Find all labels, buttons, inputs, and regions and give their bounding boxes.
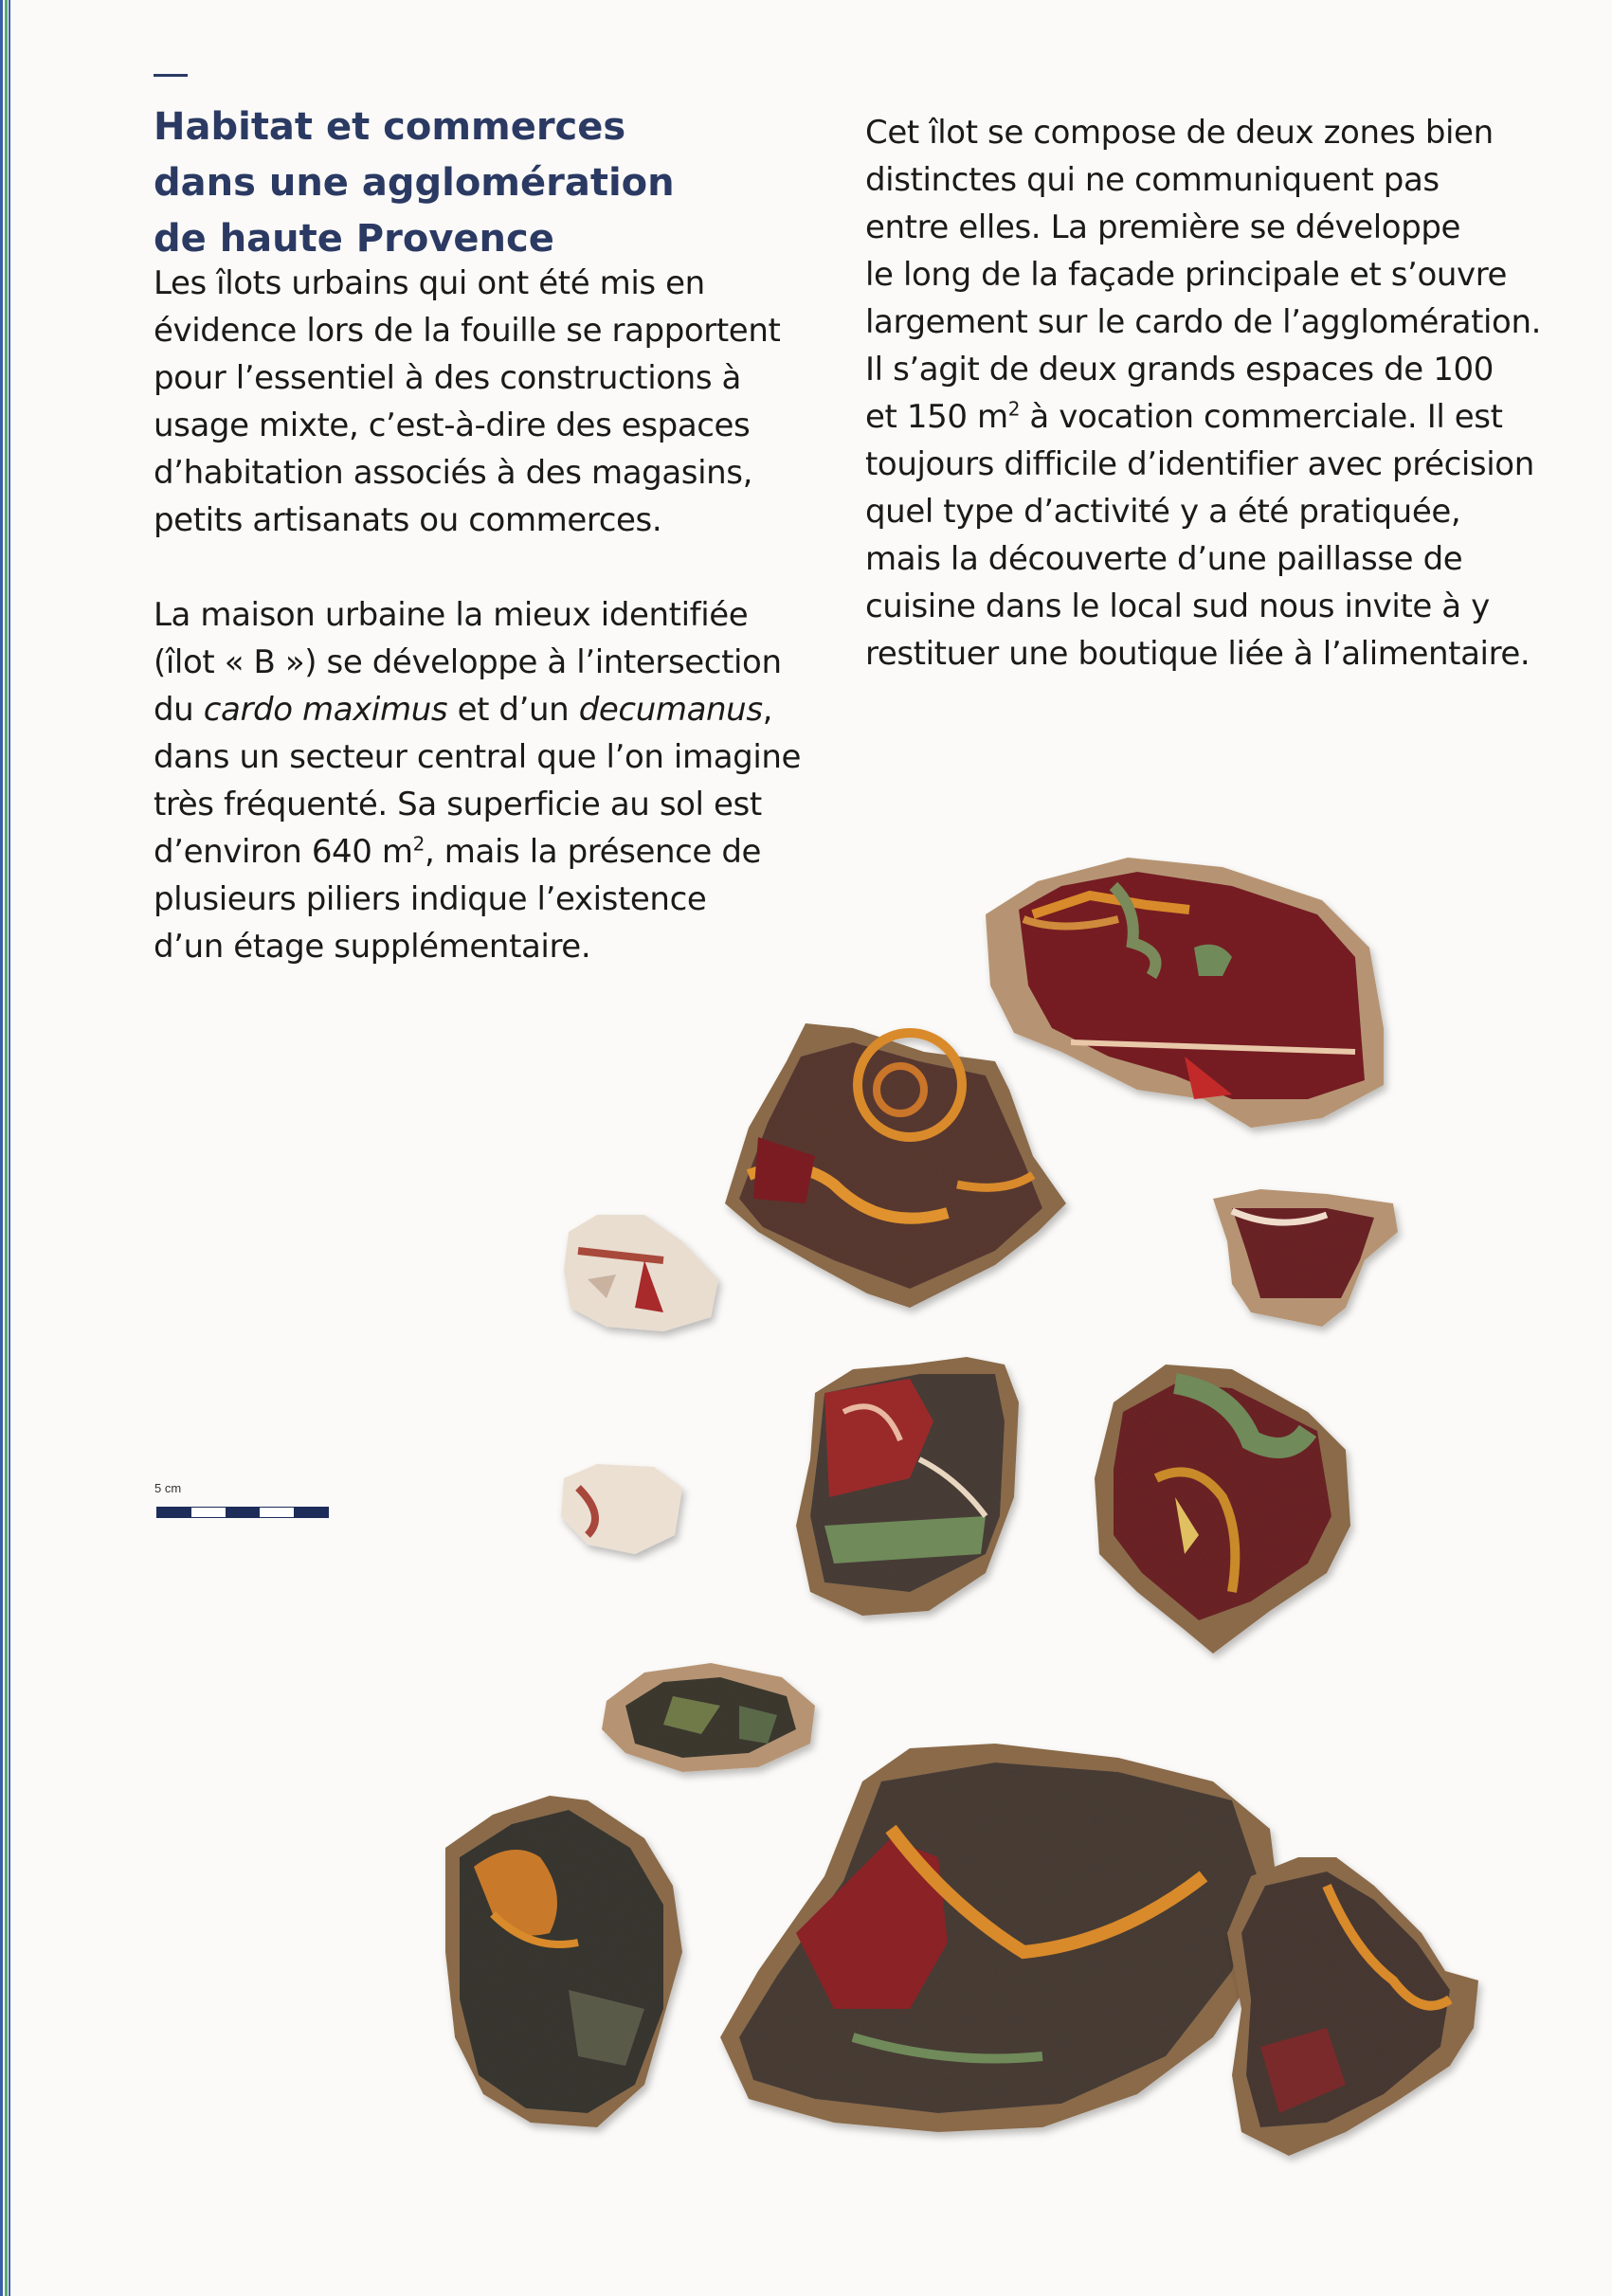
text-run: du xyxy=(154,691,204,729)
paragraph-line: mais la découverte d’une paillasse de xyxy=(865,540,1463,578)
paragraph-line: d’un étage supplémentaire. xyxy=(154,928,591,966)
paragraph-line: entre elles. La première se développe xyxy=(865,208,1461,246)
plaster-fragment xyxy=(602,1663,815,1772)
text-run: , mais la présence de xyxy=(424,833,762,871)
text-run: et d’un xyxy=(447,691,579,729)
paragraph-line: toujours difficile d’identifier avec précision xyxy=(865,445,1534,483)
italic-term: decumanus xyxy=(578,691,763,729)
plaster-fragment xyxy=(725,1023,1066,1308)
paragraph-line: plusieurs piliers indique l’existence xyxy=(154,880,707,918)
paragraph-line: distinctes qui ne communiquent pas xyxy=(865,161,1440,199)
paragraph-line: Les îlots urbains qui ont été mis en xyxy=(154,264,705,302)
paragraph-line: très fréquenté. Sa superficie au sol est xyxy=(154,786,762,823)
heading-line: dans une agglomération xyxy=(154,161,675,205)
paragraph-line: cuisine dans le local sud nous invite à y xyxy=(865,588,1490,625)
paragraph-line: évidence lors de la fouille se rapportent xyxy=(154,312,781,350)
paragraph-line: Il s’agit de deux grands espaces de 100 xyxy=(865,351,1494,389)
heading-line: de haute Provence xyxy=(154,217,554,261)
paragraph-line: largement sur le cardo de l’agglomération. xyxy=(865,303,1542,341)
plaster-fragment xyxy=(720,1744,1279,2132)
plaster-fragment xyxy=(986,858,1384,1128)
plaster-fragment xyxy=(796,1357,1019,1616)
superscript: 2 xyxy=(412,832,425,856)
paragraph-line: (îlot « B ») se développe à l’intersection xyxy=(154,643,782,681)
paragraph-line: dans un secteur central que l’on imagine xyxy=(154,738,802,776)
paragraph-line: le long de la façade principale et s’ouvre xyxy=(865,256,1508,294)
scale-bar-label: 5 cm xyxy=(154,1481,182,1495)
italic-term: cardo maximus xyxy=(203,691,448,729)
plaster-fragment xyxy=(1213,1189,1398,1327)
heading-line: Habitat et commerces xyxy=(154,105,626,149)
plaster-fragment xyxy=(564,1215,718,1331)
plaster-fragment xyxy=(1227,1857,1478,2156)
text-run: et 150 m xyxy=(865,398,1008,436)
plaster-fragment xyxy=(561,1464,682,1554)
paragraph-line: petits artisanats ou commerces. xyxy=(154,501,662,539)
superscript: 2 xyxy=(1007,397,1021,421)
paragraph-line: usage mixte, c’est-à-dire des espaces xyxy=(154,407,751,444)
paragraph-line: pour l’essentiel à des constructions à xyxy=(154,359,741,397)
paragraph-line: d’habitation associés à des magasins, xyxy=(154,454,753,492)
plaster-fragment xyxy=(445,1796,682,2127)
paragraph-line: Cet îlot se compose de deux zones bien xyxy=(865,114,1494,152)
paragraph-line: restituer une boutique liée à l’alimentaire. xyxy=(865,635,1530,673)
plaster-fragment xyxy=(1095,1365,1350,1654)
text-run: d’environ 640 m xyxy=(154,833,413,871)
paragraph-line: quel type d’activité y a été pratiquée, xyxy=(865,493,1461,531)
text-run: à vocation commerciale. Il est xyxy=(1020,398,1503,436)
paragraph-line: La maison urbaine la mieux identifiée xyxy=(154,596,749,634)
text-run: , xyxy=(762,691,773,729)
